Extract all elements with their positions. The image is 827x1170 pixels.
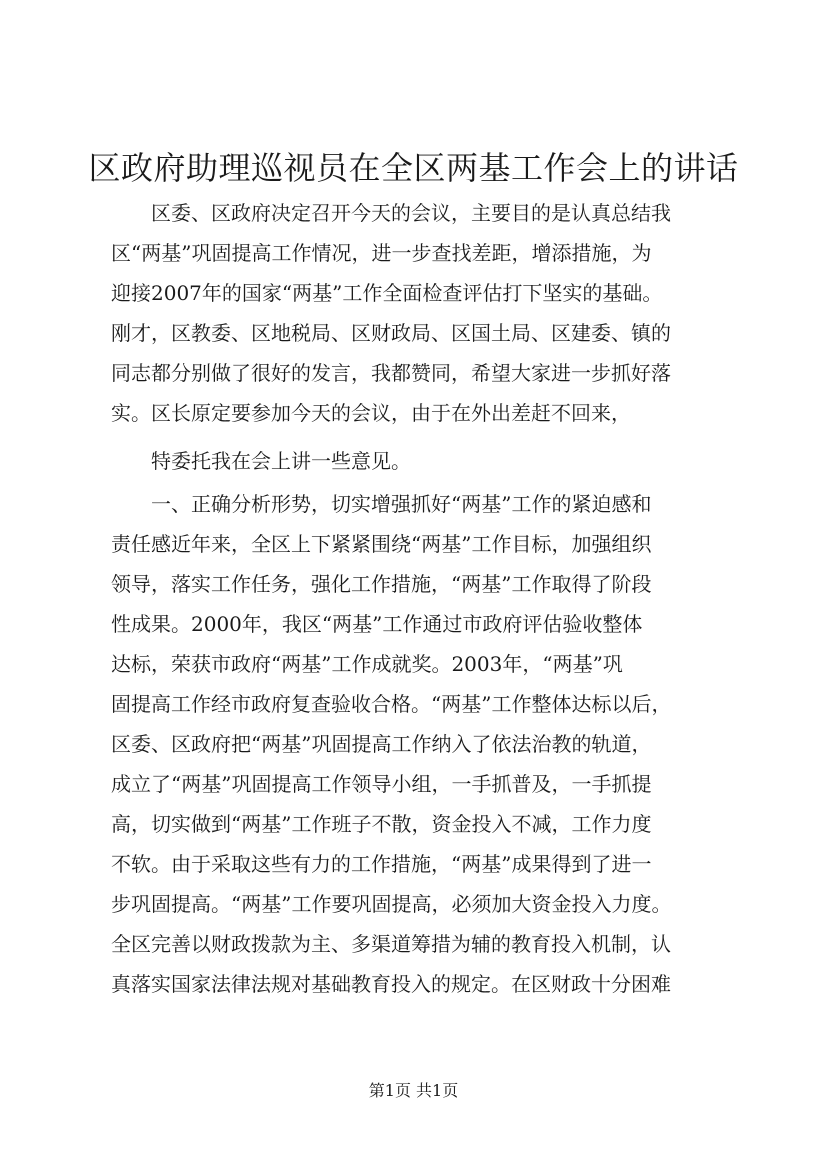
body-line: 达标，荣获市政府“两基”工作成就奖。2003年，“两基”巩 — [111, 652, 623, 676]
body-line: 区委、区政府决定召开今天的会议，主要目的是认真总结我 — [111, 201, 671, 225]
body-line: 责任感近年来，全区上下紧紧围绕“两基”工作目标，加强组织 — [111, 532, 652, 556]
body-line: 同志都分别做了很好的发言，我都赞同，希望大家进一步抓好落 — [111, 361, 671, 385]
body-line: 实。区长原定要参加今天的会议，由于在外出差赶不回来， — [111, 401, 631, 425]
body-line: 一、正确分析形势，切实增强抓好“两基”工作的紧迫感和 — [111, 492, 652, 516]
page-number: 第1页 共1页 — [368, 1081, 459, 1100]
body-line: 区“两基”巩固提高工作情况，进一步查找差距，增添措施，为 — [111, 241, 652, 265]
body-line: 刚才，区教委、区地税局、区财政局、区国土局、区建委、镇的 — [111, 321, 671, 345]
body-line: 迎接2007年的国家“两基”工作全面检查评估打下坚实的基础。 — [111, 281, 663, 305]
body-line: 性成果。2000年，我区“两基”工作通过市政府评估验收整体 — [111, 612, 643, 636]
body-line: 领导，落实工作任务，强化工作措施，“两基”工作取得了阶段 — [111, 572, 652, 596]
body-line: 高，切实做到“两基”工作班子不散，资金投入不减，工作力度 — [111, 812, 652, 836]
body-line: 不软。由于采取这些有力的工作措施，“两基”成果得到了进一 — [111, 852, 652, 876]
body-line: 固提高工作经市政府复查验收合格。“两基”工作整体达标以后， — [111, 692, 672, 716]
body-line: 步巩固提高。“两基”工作要巩固提高，必须加大资金投入力度。 — [111, 892, 672, 916]
body-line: 真落实国家法律法规对基础教育投入的规定。在区财政十分困难 — [111, 972, 671, 996]
body-line: 全区完善以财政拨款为主、多渠道筹措为辅的教育投入机制，认 — [111, 932, 671, 956]
body-line: 区委、区政府把“两基”巩固提高工作纳入了依法治教的轨道， — [111, 732, 652, 756]
document-title: 区政府助理巡视员在全区两基工作会上的讲话 — [88, 149, 739, 187]
body-line: 特委托我在会上讲一些意见。 — [111, 449, 411, 473]
body-line: 成立了“两基”巩固提高工作领导小组，一手抓普及，一手抓提 — [111, 772, 652, 796]
